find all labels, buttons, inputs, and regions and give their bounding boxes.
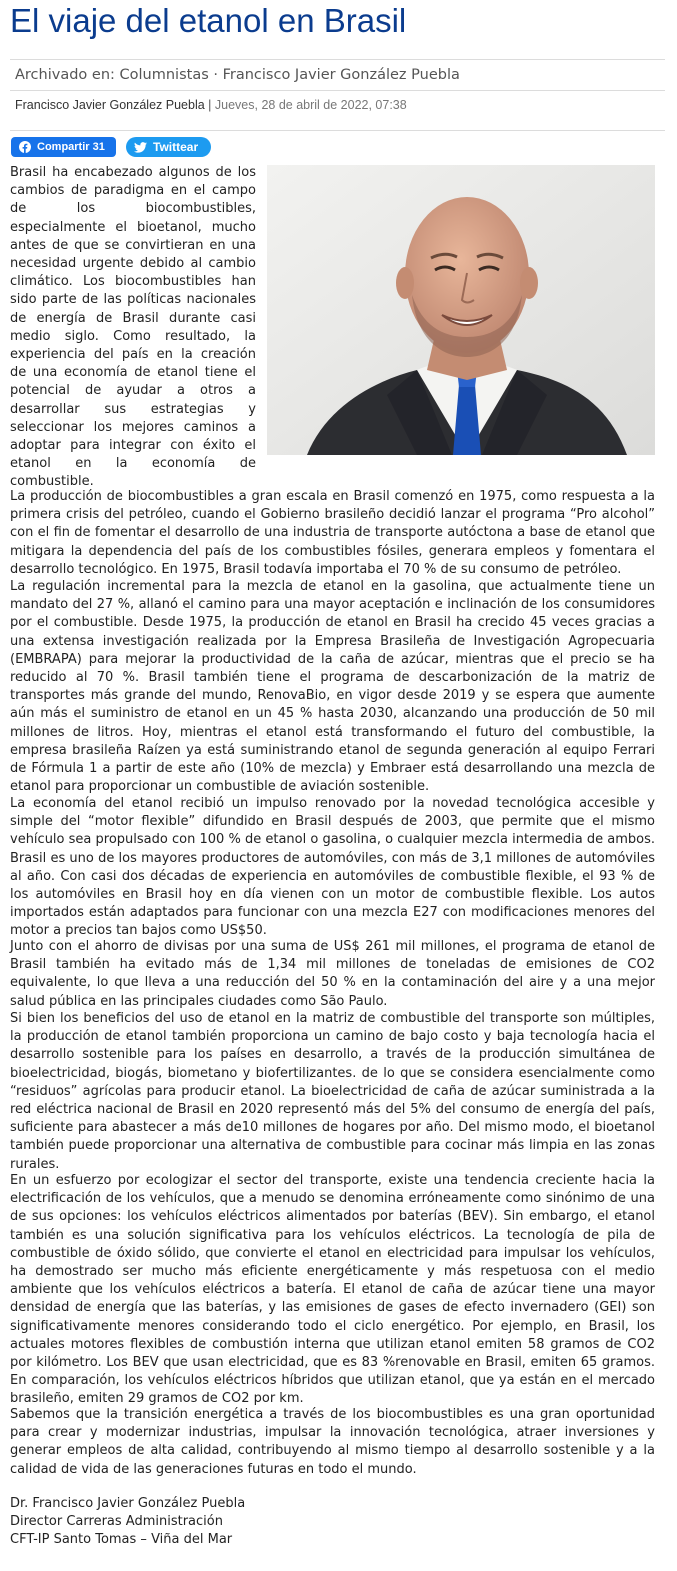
twitter-bird-icon — [134, 142, 147, 153]
article-paragraph: La producción de biocombustibles a gran escala en Brasil comenzó en 1975, como respuesta a la primera crisis del petróleo, cuando el Gobierno brasileño decidió lanzar el programa “Pro alcohol” con el fin de fomentar el desarrollo de una industria de transporte autóctona a base de etanol que mitigara la dependencia del país de los combustibles fósiles, generara empleos y fomentara el desarrollo tecnológico. En 1975, Brasil todavía importaba el 70 % de su consumo de petróleo. — [10, 489, 655, 577]
byline-separator: | — [208, 98, 212, 112]
archived-separator: · — [213, 67, 218, 83]
archived-line — [15, 67, 460, 83]
facebook-share-label: Compartir 31 — [37, 141, 105, 153]
author-photo — [267, 165, 655, 455]
divider — [10, 90, 665, 91]
signature-name: Dr. Francisco Javier González Puebla — [10, 1496, 246, 1511]
byline — [15, 98, 407, 112]
article-paragraph: La regulación incremental para la mezcla de etanol en la gasolina, que actualmente tiene un mandato del 27 %, allanó el camino para una mayor aceptación e inclinación de los consumidores por el combustible. Desde 1975, la producción de etanol en Brasil ha crecido 45 veces gracias a una extensa investigación realizada por la Empresa Brasileña de Investigación Agropecuaria (EMBRAPA) para mejorar la productividad de la caña de azúcar, mientras que el precio se ha reducido al 70 %. Brasil también tiene el programa de descarbonización de la matriz de transportes más grande del mundo, RenovaBio, en vigor desde 2019 y se espera que aumente aún más el suministro de etanol en un 45 % hasta 2030, alcanzando una producción de 50 mil millones de litros. Hoy, mientras el etanol está transformando el futuro del combustible, la empresa brasileña Raízen ya está suministrando etanol de segunda generación al equipo Ferrari de Fórmula 1 a partir de este año (10% de mezcla) y Embraer está desarrollando una mezcla de etanol para proporcionar un combustible de aviación sostenible. — [10, 579, 655, 795]
article-paragraph: Sabemos que la transición energética a través de los biocombustibles es una gran oportunidad para crear y modernizar industrias, impulsar la innovación tecnológica, atraer inversiones y generar empleos de alta calidad, contribuyendo al mismo tiempo al desarrollo sostenible y a la calidad de vida de las generaciones futuras en todo el mundo. — [10, 1407, 655, 1477]
article-paragraph: Junto con el ahorro de divisas por una suma de US$ 261 mil millones, el programa de etanol de Brasil también ha evitado más de 1,34 mil millones de toneladas de emisiones de CO2 equivalente, lo que lleva a una reducción del 50 % en la contaminación del aire y a una mejor salud pública en las principales ciudades como São Paulo. — [10, 939, 655, 1009]
article-paragraph: En un esfuerzo por ecologizar el sector del transporte, existe una tendencia creciente hacia la electrificación de los vehículos, que a menudo se denomina erróneamente como sinónimo de una de sus opciones: los vehículos eléctricos alimentados por baterías (BEV). Sin embargo, el etanol también es una solución significativa para los vehículos eléctricos. La tecnología de pila de combustible de óxido sólido, que convierte el etanol en electricidad para impulsar los vehículos, ha demostrado ser mucho más eficiente energéticamente y más respetuosa con el medio ambiente que los vehículos eléctricos a batería. El etanol de caña de azúcar tiene una mayor densidad de energía que las baterías, y las emisiones de gases de efecto invernadero (GEI) son significativamente menores considerando todo el ciclo energético. Por ejemplo, en Brasil, los actuales motores flexibles de combustión interna que utilizan etanol emiten 58 gramos de CO2 por kilómetro. Los BEV que usan electricidad, que es 83 %renovable en Brasil, emiten 65 gramos. En comparación, los vehículos eléctricos híbridos que utilizan etanol, que ya están en el mercado brasileño, emiten 29 gramos de CO2 por km. — [10, 1173, 655, 1407]
article-paragraph: Si bien los beneficios del uso de etanol en la matriz de combustible del transporte son múltiples, la producción de etanol también proporciona un camino de bajo costo y baja tecnología hacia el desarrollo sostenible para los países en desarrollo, a través de la producción simultánea de bioelectricidad, biogás, biometano y biofertilizantes. de lo que se considera esencialmente como “residuos” agrícolas para producir etanol. La bioelectricidad de caña de azúcar suministrada a la red eléctrica nacional de Brasil en 2020 representó más del 5% del consumo de energía del país, suficiente para abastecer a más de10 millones de hogares por año. Del mismo modo, el bioetanol también puede proporcionar una alternativa de combustible para cocinar más limpia en las zonas rurales. — [10, 1011, 655, 1172]
signature-role: Director Carreras Administración — [10, 1514, 223, 1529]
author-portrait-image — [267, 165, 655, 455]
twitter-share-label: Twittear — [153, 140, 199, 154]
facebook-share-button[interactable] — [11, 137, 116, 157]
twitter-share-button[interactable] — [126, 137, 211, 157]
divider — [10, 59, 665, 60]
archived-prefix: Archivado en: — [15, 67, 115, 83]
archived-author-link[interactable]: Francisco Javier González Puebla — [222, 67, 460, 83]
byline-date: Jueves, 28 de abril de 2022, 07:38 — [214, 98, 407, 112]
archived-category-link[interactable]: Columnistas — [119, 67, 209, 83]
facebook-icon — [19, 141, 31, 153]
divider — [10, 130, 665, 131]
article-paragraph-intro: Brasil ha encabezado algunos de los cambios de paradigma en el campo de los biocombustibles, especialmente el bioetanol, mucho antes de que se convirtieran en una necesidad urgente debido al cambio climático. Los biocombustibles han sido parte de las políticas nacionales de energía de Brasil durante casi medio siglo. Como resultado, la experiencia del país en la creación de una economía de etanol tiene el potencial de ayudar a otros a desarrollar sus estrategias y seleccionar los mejores caminos a adoptar para integrar con éxito el etanol en la economía de combustible. — [10, 165, 256, 490]
byline-author[interactable]: Francisco Javier González Puebla — [15, 98, 205, 112]
article-title: El viaje del etanol en Brasil — [10, 2, 407, 39]
signature-institution: CFT-IP Santo Tomas – Viña del Mar — [10, 1532, 233, 1547]
article-paragraph: La economía del etanol recibió un impulso renovado por la novedad tecnológica accesible y simple del “motor flexible” difundido en Brasil después de 2003, que permite que el mismo vehículo sea propulsado con 100 % de etanol o gasolina, o cualquier mezcla intermedia de ambos. Brasil es uno de los mayores productores de automóviles, con más de 3,1 millones de automóviles al año. Con casi dos décadas de experiencia en automóviles de combustible flexible, el 93 % de los automóviles en Brasil hoy en día vienen con un motor de combustible flexible. Los autos importados están adaptados para funcionar con una mezcla E27 con modificaciones menores del motor a precios tan bajos como US$50. — [10, 796, 655, 939]
